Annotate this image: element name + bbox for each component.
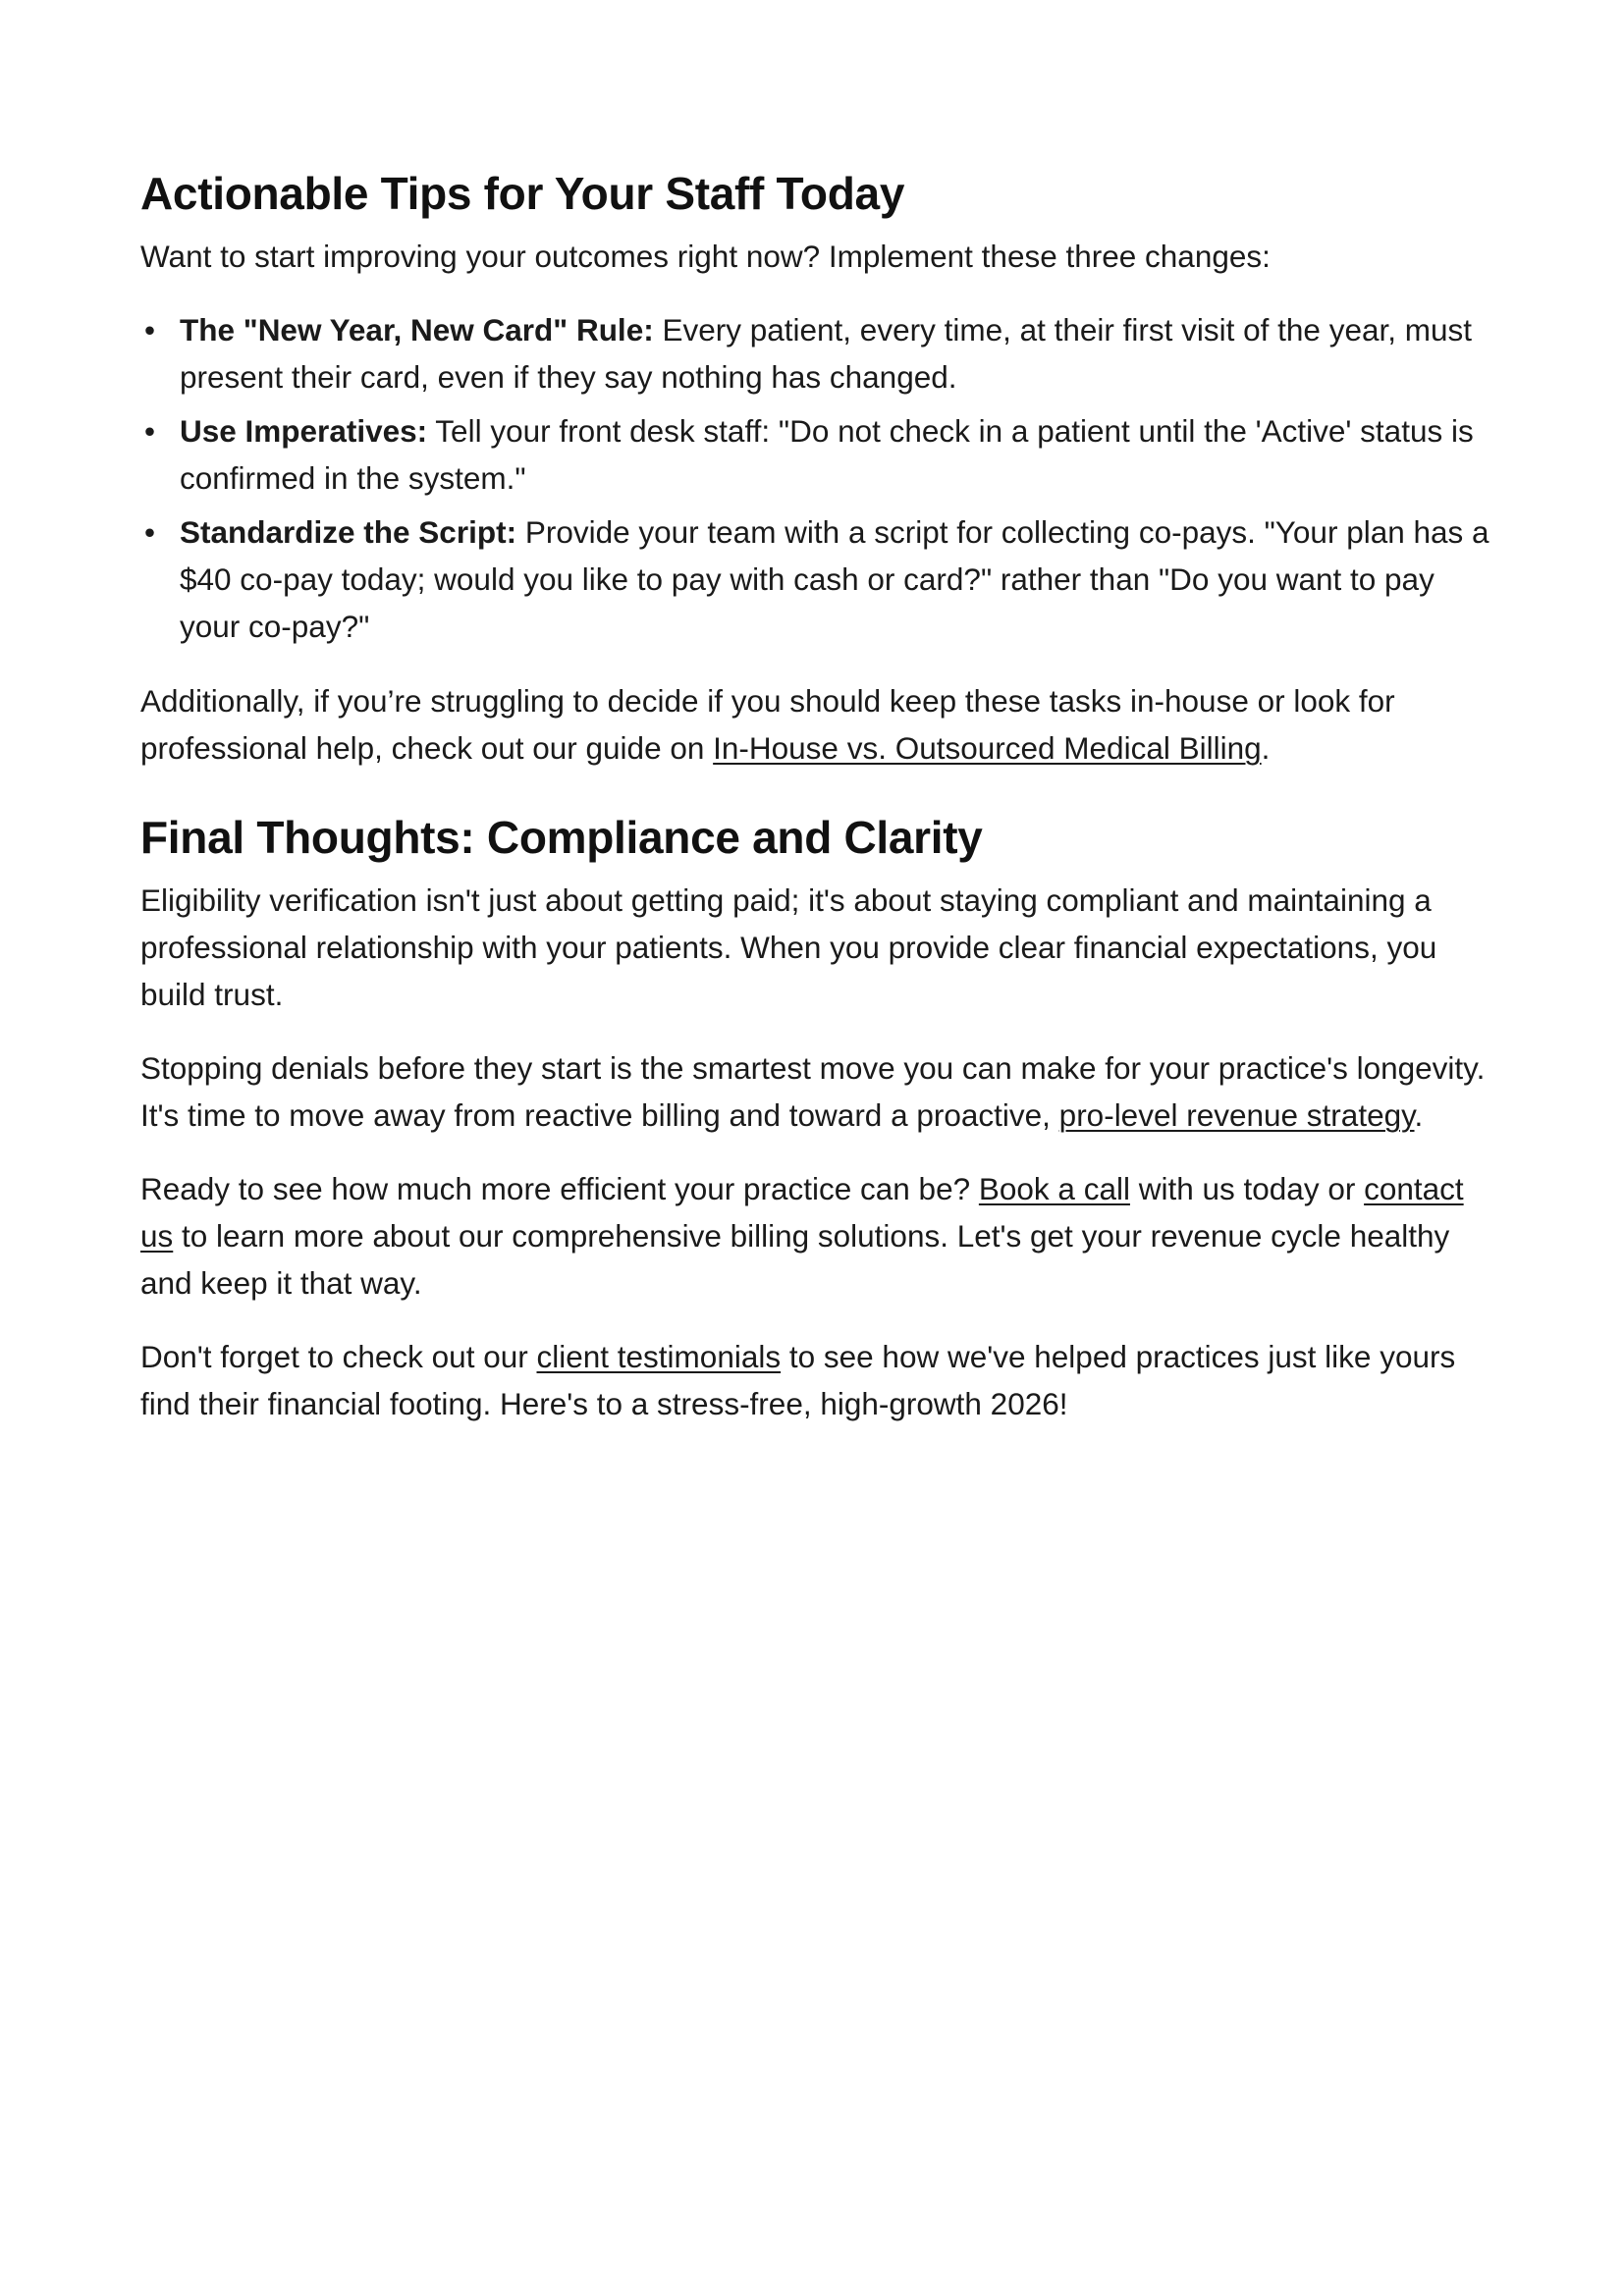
- tip-text: Every patient, every time, at their first visit of the year, must present their card, even if they say nothing has changed.: [180, 312, 1473, 396]
- tip-text: Tell your front desk staff: "Do not check in a patient until the 'Active' status is confirmed in the system.": [180, 413, 1474, 497]
- compliance-paragraph: Eligibility verification isn't just about getting paid; it's about staying compliant and maintaining a professional relationship with your patients. When you provide clear financial expectations, you build trust.: [140, 882, 1437, 1013]
- book-a-call-link[interactable]: Book a call: [978, 1171, 1130, 1207]
- tip-title: Standardize the Script:: [180, 514, 517, 551]
- list-item: [140, 508, 1495, 650]
- tip-text: Provide your team with a script for collecting co-pays. "Your plan has a $40 co-pay today; would you like to pay with cash or card?" rather than "Do you want to pay your co-pay?": [180, 514, 1489, 645]
- document-page: [140, 167, 1495, 1454]
- in-house-vs-outsourced-link[interactable]: In-House vs. Outsourced Medical Billing: [713, 730, 1262, 767]
- testimonials-paragraph: Don't forget to check out our client testimonials to see how we've helped practices just like yours find their financial footing. Here's to a stress-free, high-growth 2026!: [140, 1339, 1456, 1422]
- list-item: [140, 306, 1495, 400]
- bullet-icon: •: [144, 413, 156, 450]
- bullet-icon: •: [144, 514, 156, 551]
- tip-title: The "New Year, New Card" Rule:: [180, 312, 654, 348]
- list-item: [140, 407, 1495, 502]
- tip-title: Use Imperatives:: [180, 413, 428, 450]
- denials-paragraph: Stopping denials before they start is the smartest move you can make for your practice's longevity. It's time to move away from reactive billing and toward a proactive, pro-level revenue strategy.: [140, 1050, 1486, 1134]
- section-heading-final-thoughts: Final Thoughts: Compliance and Clarity: [140, 812, 983, 864]
- contact-us-link[interactable]: contact us: [140, 1171, 1464, 1255]
- section-heading-actionable-tips: Actionable Tips for Your Staff Today: [140, 168, 905, 219]
- tips-list: [140, 306, 1495, 650]
- call-to-action-paragraph: Ready to see how much more efficient your practice can be? Book a call with us today or contact us to learn more about our comprehensive billing solutions. Let's get your revenue cycle healthy and keep it that way.: [140, 1171, 1464, 1302]
- intro-paragraph: Want to start improving your outcomes right now? Implement these three changes:: [140, 239, 1271, 275]
- additional-paragraph: Additionally, if you’re struggling to decide if you should keep these tasks in-house or look for professional help, check out our guide on In-House vs. Outsourced Medical Billing.: [140, 683, 1395, 767]
- revenue-strategy-link[interactable]: pro-level revenue strategy: [1058, 1097, 1415, 1134]
- client-testimonials-link[interactable]: client testimonials: [536, 1339, 782, 1375]
- bullet-icon: •: [144, 312, 156, 348]
